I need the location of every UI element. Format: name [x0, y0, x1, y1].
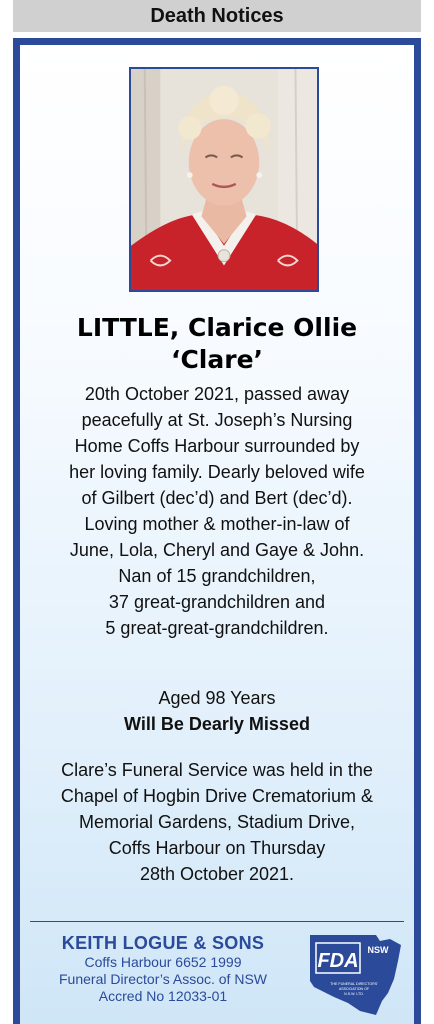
body-line: 37 great-grandchildren and: [108, 592, 326, 612]
body-line: Home Coffs Harbour surrounded by: [74, 436, 360, 456]
svg-text:NSW: NSW: [367, 945, 389, 955]
age-text: Aged 98 Years: [158, 688, 276, 708]
funeral-line: Coffs Harbour on Thursday: [108, 838, 326, 858]
funeral-director-phone: Coffs Harbour 6652 1999: [84, 954, 242, 970]
footer-divider: [30, 921, 404, 922]
funeral-director-info: [28, 932, 298, 1005]
body-line: of Gilbert (dec’d) and Bert (dec’d).: [81, 488, 353, 508]
svg-text:THE FUNERAL DIRECTORS': THE FUNERAL DIRECTORS': [330, 982, 378, 986]
funeral-line: 28th October 2021.: [139, 864, 295, 884]
fda-nsw-logo-icon: [308, 931, 403, 1017]
body-line: June, Lola, Cheryl and Gaye & John.: [69, 540, 365, 560]
funeral-line: Memorial Gardens, Stadium Drive,: [78, 812, 356, 832]
body-line: peacefully at St. Joseph’s Nursing: [81, 410, 353, 430]
body-line: 20th October 2021, passed away: [84, 384, 350, 404]
accreditation-number: Accred No 12033-01: [98, 988, 228, 1004]
body-line: Loving mother & mother-in-law of: [84, 514, 350, 534]
notice-frame: [13, 38, 421, 1024]
missed-text: Will Be Dearly Missed: [124, 714, 310, 734]
section-title: Death Notices: [150, 4, 284, 27]
deceased-nickname: ‘Clare’: [170, 345, 264, 374]
body-line: Nan of 15 grandchildren,: [118, 566, 316, 586]
section-header: [13, 0, 421, 32]
svg-text:ASSOCIATION OF: ASSOCIATION OF: [338, 987, 370, 991]
svg-text:N.S.W. LTD.: N.S.W. LTD.: [344, 992, 364, 996]
funeral-director-name: KEITH LOGUE & SONS: [61, 933, 265, 953]
notice-body: [20, 381, 414, 641]
body-line: her loving family. Dearly beloved wife: [69, 462, 365, 482]
body-line: 5 great-great-grandchildren.: [105, 618, 329, 638]
svg-text:FDA: FDA: [317, 950, 359, 972]
funeral-line: Clare’s Funeral Service was held in the: [61, 760, 373, 780]
funeral-details: [20, 757, 414, 887]
deceased-name: LITTLE, Clarice Ollie: [76, 313, 358, 342]
funeral-line: Chapel of Hogbin Drive Crematorium &: [60, 786, 374, 806]
portrait-photo: [129, 67, 319, 292]
age-block: [20, 685, 414, 737]
association-name: Funeral Director’s Assoc. of NSW: [59, 971, 267, 987]
